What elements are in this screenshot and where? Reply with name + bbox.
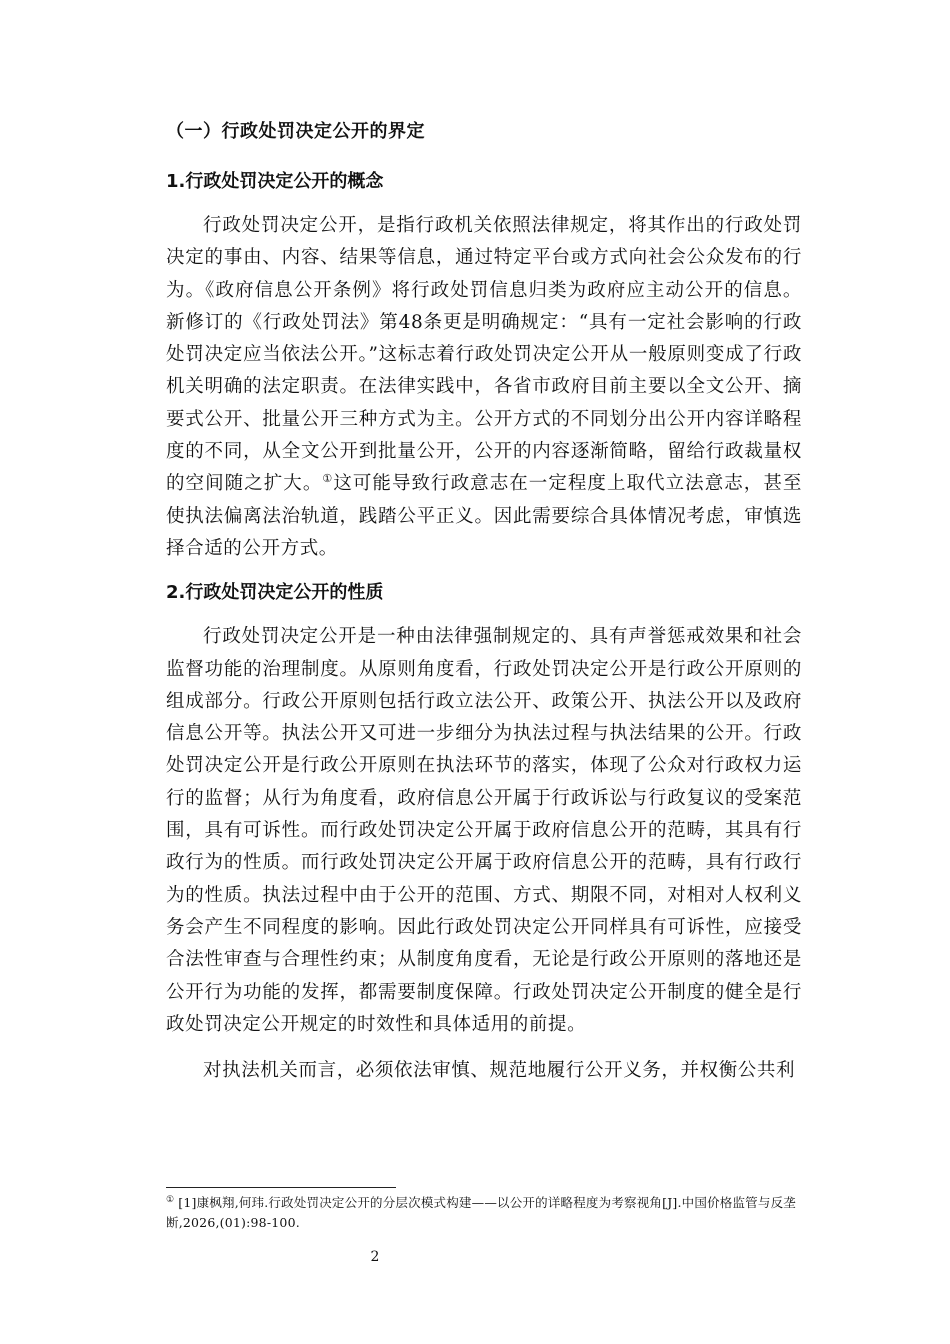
body-content — [166, 118, 802, 1101]
footnote-divider — [166, 1187, 396, 1188]
paragraph-concept-text-a: 行政处罚决定公开，是指行政机关依照法律规定，将其作出的行政处罚决定的事由、内容、结果等信息，通过特定平台或方式向社会公众发布的行为。《政府信息公开条例》将行政处罚信息归类为政府应主动公开的信息。新修订的《行政处罚法》第48条更是明确规定：“具有一定社会影响的行政处罚决定应当依法公开。”这标志着行政处罚决定公开从一般原则变成了行政机关明确的法定职责。在法律实践中，各省市政府目前主要以全文公开、摘要式公开、批量公开三种方式为主。公开方式的不同划分出公开内容详略程度的不同，从全文公开到批量公开，公开的内容逐渐简略，留给行政裁量权的空间随之扩大。 — [166, 215, 802, 495]
footnote-reference-mark[interactable]: ① — [322, 472, 334, 486]
subsection-heading-concept: 1.行政处罚决定公开的概念 — [166, 171, 384, 192]
paragraph-enforcement: 对执法机关而言，必须依法审慎、规范地履行公开义务，并权衡公共利 — [203, 1060, 796, 1082]
footnote-text: [1]康枫翔,何玮.行政处罚决定公开的分层次模式构建——以公开的详略程度为考察视角[J].中国价格监管与反垄断,2026,(01):98-100. — [166, 1195, 796, 1230]
paragraph-concept — [166, 210, 802, 565]
paragraph-nature: 行政处罚决定公开是一种由法律强制规定的、具有声誉惩戒效果和社会监督功能的治理制度。从原则角度看，行政处罚决定公开是行政公开原则的组成部分。行政公开原则包括行政立法公开、政策公开、执法公开以及政府信息公开等。执法公开又可进一步细分为执法过程与执法结果的公开。行政处罚决定公开是行政公开原则在执法环节的落实，体现了公众对行政权力运行的监督；从行为角度看，政府信息公开属于行政诉讼与行政复议的受案范围，具有可诉性。而行政处罚决定公开属于政府信息公开的范畴，其具有行政行为的性质。而行政处罚决定公开属于政府信息公开的范畴，具有行政行为的性质。执法过程中由于公开的范围、方式、期限不同，对相对人权利义务会产生不同程度的影响。因此行政处罚决定公开同样具有可诉性，应接受合法性审查与合理性约束；从制度角度看，无论是行政公开原则的落地还是公开行为功能的发挥，都需要制度保障。行政处罚决定公开制度的健全是行政处罚决定公开规定的时效性和具体适用的前提。 — [166, 626, 802, 1035]
paragraph-concept-text-b: 这可能导致行政意志在一定程度上取代立法意志，甚至使执法偏离法治轨道，践踏公平正义。因此需要综合具体情况考虑，审慎选择合适的公开方式。 — [166, 473, 803, 559]
subsection-heading-nature: 2.行政处罚决定公开的性质 — [166, 582, 384, 604]
footnote — [166, 1193, 802, 1233]
footnote-mark: ① — [166, 1194, 175, 1205]
section-heading: （一）行政处罚决定公开的界定 — [166, 121, 425, 142]
page-number: 2 — [370, 1249, 380, 1265]
